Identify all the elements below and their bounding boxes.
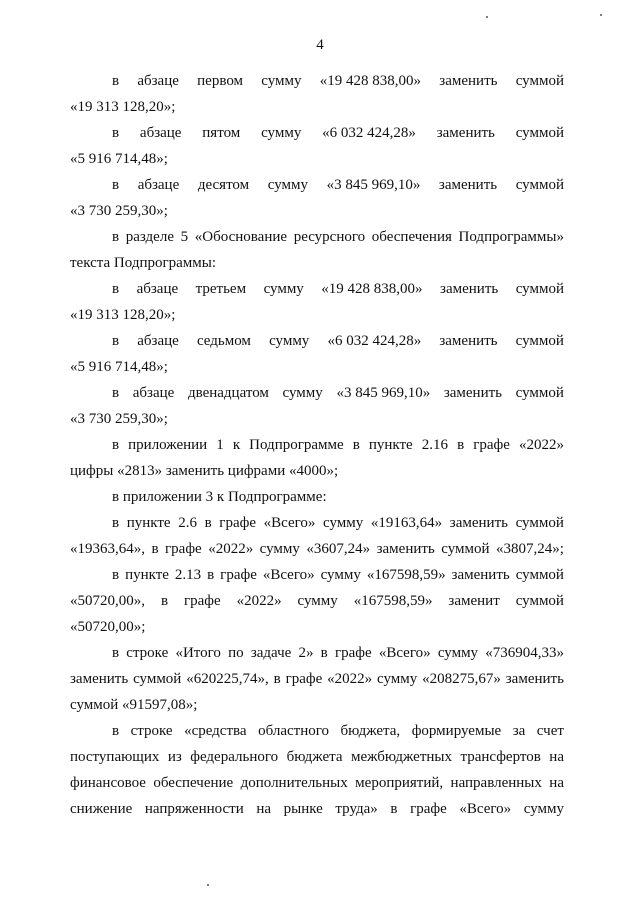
- word: «19163,64»: [370, 515, 443, 531]
- word: в: [112, 385, 120, 401]
- word: суммой: [515, 593, 564, 609]
- word: суммой: [441, 541, 490, 557]
- word: «Всего»: [378, 645, 431, 661]
- word: напряженности: [144, 801, 244, 817]
- text-line: [70, 120, 564, 146]
- paragraph: [70, 380, 564, 432]
- word: заменить: [449, 515, 508, 531]
- word: 5: [180, 229, 189, 245]
- text-line: в приложении 3 к Подпрограмме:: [112, 489, 327, 505]
- word: Подпрограммы»: [458, 229, 564, 245]
- word: в: [112, 125, 120, 141]
- word: третьем: [195, 281, 247, 297]
- word: суммой: [515, 385, 564, 401]
- text-line: цифры «2813» заменить цифрами «4000»;: [70, 463, 339, 479]
- word: пятом: [202, 125, 241, 141]
- word: «3 845 969,10»: [336, 385, 431, 401]
- word: графе: [165, 541, 202, 557]
- word: приложении: [128, 437, 208, 453]
- text-line: [70, 68, 564, 94]
- word: в: [112, 333, 120, 349]
- word: «6 032 424,28»: [327, 333, 422, 349]
- word: абзаце: [137, 177, 180, 193]
- word: обеспечения: [371, 229, 452, 245]
- word: в: [112, 515, 120, 531]
- word: мероприятий,: [355, 775, 444, 791]
- word: абзаце: [137, 333, 179, 349]
- word: седьмом: [196, 333, 251, 349]
- text-line: [70, 666, 564, 692]
- word: в: [112, 177, 120, 193]
- word: суммой: [515, 515, 564, 531]
- word: пункте: [368, 437, 413, 453]
- word: суммой: [515, 125, 564, 141]
- word: в: [273, 671, 281, 687]
- word: сумму: [267, 177, 308, 193]
- word: «2022»: [208, 541, 254, 557]
- word: суммой: [515, 567, 564, 583]
- word: суммой: [515, 333, 564, 349]
- word: «2022»: [236, 593, 282, 609]
- word: первом: [197, 73, 244, 89]
- word: в: [160, 593, 169, 609]
- word: «167598,59»: [366, 567, 446, 583]
- word: суммой: [515, 177, 564, 193]
- word: сумму: [523, 801, 564, 817]
- text-line: текста Подпрограммы:: [70, 255, 217, 271]
- word: десятом: [197, 177, 250, 193]
- text-line: [70, 510, 564, 536]
- word: сумму: [259, 541, 300, 557]
- text-line: [70, 562, 564, 588]
- word: в: [112, 567, 120, 583]
- word: на: [549, 775, 564, 791]
- word: в: [112, 645, 120, 661]
- word: направленных: [450, 775, 542, 791]
- word: графе: [334, 645, 372, 661]
- word: в: [207, 567, 215, 583]
- word: 2»: [298, 645, 314, 661]
- word: 2.6: [178, 515, 197, 531]
- word: сумму: [263, 281, 304, 297]
- word: абзаце: [139, 125, 182, 141]
- word: «620225,74»,: [186, 671, 269, 687]
- paragraph: [70, 172, 564, 224]
- paragraph: [70, 432, 564, 484]
- word: «3807,24»;: [496, 541, 564, 557]
- word: сумму: [377, 671, 418, 687]
- paragraph: [70, 484, 564, 510]
- word: «6 032 424,28»: [322, 125, 416, 141]
- word: 1: [216, 437, 224, 453]
- word: строке: [130, 723, 173, 739]
- scan-speck: [207, 884, 209, 886]
- text-line: «5 916 714,48»;: [70, 151, 168, 167]
- word: «Обоснование: [194, 229, 288, 245]
- word: в: [390, 801, 398, 817]
- word: заменить: [451, 567, 510, 583]
- word: заменит: [448, 593, 500, 609]
- word: заменить: [436, 125, 495, 141]
- text-line: [70, 588, 564, 614]
- word: сумму: [297, 593, 338, 609]
- word: заменить: [376, 541, 435, 557]
- word: графе: [473, 437, 510, 453]
- word: «3 845 969,10»: [326, 177, 421, 193]
- word: графе: [183, 593, 221, 609]
- word: в: [457, 437, 465, 453]
- paragraph: [70, 276, 564, 328]
- word: снижение: [70, 801, 133, 817]
- word: заменить: [438, 177, 498, 193]
- word: абзаце: [132, 385, 175, 401]
- word: графе: [410, 801, 447, 817]
- word: в: [112, 281, 120, 297]
- word: «Всего»: [459, 801, 512, 817]
- word: сумму: [320, 567, 361, 583]
- word: межбюджетных: [350, 749, 452, 765]
- word: «Всего»: [263, 515, 316, 531]
- word: суммой: [515, 281, 564, 297]
- text-line: «19 313 128,20»;: [70, 307, 176, 323]
- paragraph: [70, 640, 564, 718]
- word: на: [549, 749, 564, 765]
- text-line: [70, 224, 564, 250]
- word: 2.16: [421, 437, 449, 453]
- word: пункте: [125, 567, 169, 583]
- text-line: [70, 718, 564, 744]
- word: обеспечение: [153, 775, 234, 791]
- word: «19363,64»,: [70, 541, 145, 557]
- word: сумму: [269, 333, 310, 349]
- text-line: [70, 432, 564, 458]
- paragraph: [70, 718, 564, 822]
- text-line: [70, 536, 564, 562]
- word: дополнительных: [240, 775, 348, 791]
- word: «19 428 838,00»: [321, 281, 423, 297]
- word: в: [112, 437, 120, 453]
- scan-speck: [486, 16, 488, 18]
- word: рынке: [283, 801, 323, 817]
- text-line: «5 916 714,48»;: [70, 359, 168, 375]
- word: федерального: [190, 749, 279, 765]
- paragraph: [70, 224, 564, 276]
- word: «средства: [184, 723, 247, 739]
- word: графе: [219, 515, 256, 531]
- word: заменить: [505, 671, 564, 687]
- word: сумму: [261, 73, 302, 89]
- word: «736904,33»: [485, 645, 564, 661]
- paragraph: [70, 562, 564, 640]
- page-number: 4: [316, 37, 324, 53]
- word: сумму: [261, 125, 302, 141]
- word: двенадцатом: [187, 385, 269, 401]
- word: за: [512, 723, 526, 739]
- word: заменить: [70, 671, 129, 687]
- text-line: «3 730 259,30»;: [70, 411, 168, 427]
- word: задаче: [250, 645, 292, 661]
- word: по: [228, 645, 244, 661]
- paragraph: [70, 328, 564, 380]
- word: суммой: [133, 671, 182, 687]
- word: заменить: [440, 281, 499, 297]
- text-line: «19 313 128,20»;: [70, 99, 176, 115]
- word: пункте: [126, 515, 171, 531]
- word: в: [112, 723, 120, 739]
- word: абзаце: [137, 73, 179, 89]
- word: графе: [285, 671, 323, 687]
- text-line: [70, 770, 564, 796]
- word: разделе: [125, 229, 174, 245]
- text-line: [70, 172, 564, 198]
- word: ресурсного: [293, 229, 366, 245]
- word: «19 428 838,00»: [319, 73, 422, 89]
- word: в: [151, 541, 159, 557]
- text-line: [70, 640, 564, 666]
- word: абзаце: [136, 281, 179, 297]
- word: сумму: [437, 645, 479, 661]
- document-body: [70, 68, 564, 822]
- text-line: [70, 380, 564, 406]
- word: к: [232, 437, 241, 453]
- word: на: [256, 801, 272, 817]
- word: финансовое: [70, 775, 146, 791]
- text-line: [70, 744, 564, 770]
- word: в: [352, 437, 360, 453]
- paragraph: [70, 68, 564, 120]
- word: в: [320, 645, 328, 661]
- word: трансфертов: [460, 749, 541, 765]
- scan-speck: [600, 14, 602, 16]
- word: «208275,67»: [422, 671, 501, 687]
- word: формируемые: [411, 723, 502, 739]
- word: графе: [220, 567, 257, 583]
- word: бюджета,: [340, 723, 401, 739]
- word: «50720,00»,: [70, 593, 145, 609]
- word: Подпрограмме: [249, 437, 344, 453]
- word: труда»: [335, 801, 378, 817]
- text-line: «50720,00»;: [70, 619, 146, 635]
- word: заменить: [443, 385, 503, 401]
- paragraph: [70, 120, 564, 172]
- word: «Всего»: [262, 567, 315, 583]
- text-line: суммой «91597,08»;: [70, 697, 198, 713]
- word: сумму: [323, 515, 364, 531]
- word: из: [167, 749, 182, 765]
- word: областного: [258, 723, 329, 739]
- word: «2022»: [518, 437, 564, 453]
- word: «167598,59»: [353, 593, 433, 609]
- word: счет: [536, 723, 564, 739]
- word: суммой: [515, 73, 564, 89]
- paragraph: [70, 510, 564, 562]
- word: в: [112, 229, 120, 245]
- text-line: [70, 328, 564, 354]
- text-line: «3 730 259,30»;: [70, 203, 168, 219]
- word: в: [112, 73, 120, 89]
- word: сумму: [282, 385, 323, 401]
- text-line: [70, 796, 564, 822]
- word: бюджета: [286, 749, 343, 765]
- word: «Итого: [175, 645, 221, 661]
- word: поступающих: [70, 749, 160, 765]
- word: заменить: [439, 333, 498, 349]
- word: «3607,24»: [306, 541, 371, 557]
- word: заменить: [439, 73, 498, 89]
- word: в: [204, 515, 212, 531]
- word: 2.13: [174, 567, 202, 583]
- word: строке: [126, 645, 169, 661]
- word: «2022»: [327, 671, 373, 687]
- text-line: [70, 276, 564, 302]
